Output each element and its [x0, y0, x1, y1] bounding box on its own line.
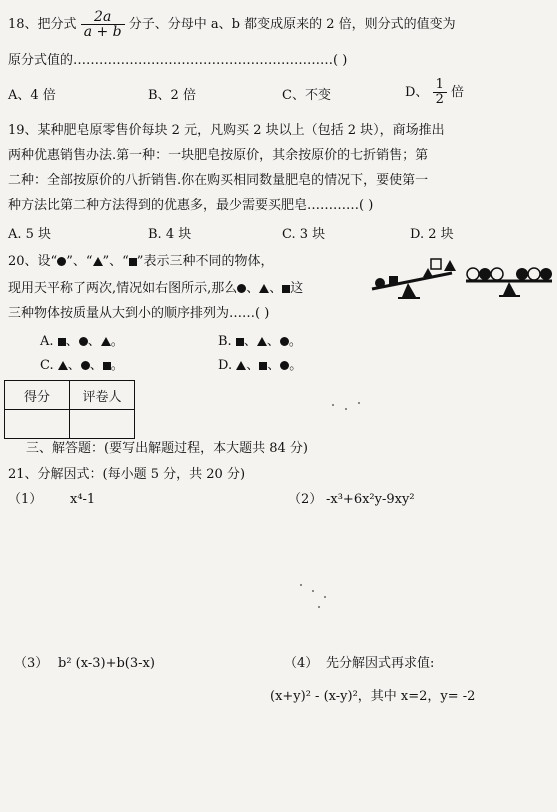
triangle-icon	[58, 361, 68, 370]
option-label: A.	[40, 334, 54, 349]
scan-speck	[318, 606, 320, 608]
period: 。	[288, 334, 302, 349]
q21-part2-label: （2）	[288, 492, 323, 507]
circle-icon	[516, 268, 528, 280]
triangle-icon	[236, 361, 246, 370]
q20-line1	[8, 253, 273, 271]
q18-fraction-denominator: a + b	[83, 24, 122, 40]
q20-line1-part: 20、设“	[8, 254, 58, 269]
square-icon	[129, 258, 137, 266]
square-icon	[389, 276, 398, 285]
q18-option-d-numerator: 1	[433, 78, 447, 93]
circle-icon	[280, 361, 289, 370]
section3-heading: 三、解答题：(要写出解题过程，本大题共 84 分)	[26, 441, 308, 456]
q20-option-b	[218, 333, 302, 351]
q18-option-d-tail: 倍	[451, 85, 465, 100]
circle-icon	[467, 268, 479, 280]
q20-line1-part: ”、“	[66, 254, 93, 269]
square-icon	[431, 259, 441, 269]
circle-icon	[528, 268, 540, 280]
separator: 、	[243, 334, 257, 349]
q19-line1: 19、某种肥皂原零售价每块 2 元，凡购买 2 块以上（包括 2 块），商场推出	[8, 123, 445, 138]
scan-speck	[324, 596, 326, 598]
q20-option-c	[40, 357, 124, 375]
q21-part2-expression: -x³+6x²y-9xy²	[326, 492, 415, 507]
q19-option-a: A. 5 块	[8, 227, 52, 242]
q19-option-b: B. 4 块	[148, 227, 192, 242]
q18-option-d-denominator: 2	[435, 92, 444, 107]
q18-line2: 原分式值的……………………………………………………( )	[8, 53, 348, 68]
q18-option-d-label: D、	[405, 85, 429, 100]
q19-line4: 种方法比第二种方法得到的优惠多，最少需要买肥皂…………( )	[8, 198, 374, 213]
scan-speck	[345, 408, 347, 410]
separator: 、	[246, 281, 260, 296]
q19-line2: 两种优惠销售办法.第一种：一块肥皂按原价，其余按原价的七折销售；第	[8, 148, 429, 163]
q19-line3: 二种：全部按原价的八折销售.你在购买相同数量肥皂的情况下，要使第一	[8, 173, 429, 188]
period: 。	[110, 358, 124, 373]
q19-option-c: C. 3 块	[282, 227, 326, 242]
separator: 、	[87, 334, 101, 349]
balance-figure	[368, 255, 554, 305]
score-cell[interactable]	[5, 410, 70, 439]
q20-line3: 三种物体按质量从大到小的顺序排列为……( )	[8, 306, 270, 321]
triangle-icon	[444, 260, 456, 271]
score-label: 得分	[5, 381, 70, 410]
q21-part3-label: （3）	[14, 656, 49, 671]
q20-line2-text: 现用天平称了两次,情况如右图所示,那么	[8, 281, 238, 296]
triangle-icon	[257, 337, 267, 346]
circle-icon	[280, 337, 289, 346]
option-label: B.	[218, 334, 232, 349]
separator: 、	[65, 334, 79, 349]
q18-fraction-numerator: 2a	[81, 10, 125, 25]
square-icon	[58, 338, 66, 346]
triangle-icon	[259, 284, 269, 293]
q18-line1	[8, 10, 456, 39]
period: 。	[110, 334, 124, 349]
period: 。	[289, 358, 303, 373]
grader-label: 评卷人	[70, 381, 135, 410]
q21-part4-label: （4）	[284, 656, 319, 671]
q20-line2-end: 这	[290, 281, 304, 296]
q18-option-d-fraction	[433, 78, 447, 107]
q19-option-d: D. 2 块	[410, 227, 454, 242]
separator: 、	[89, 358, 103, 373]
circle-icon	[491, 268, 503, 280]
circle-icon	[479, 268, 491, 280]
option-label: C.	[40, 358, 54, 373]
separator: 、	[269, 281, 283, 296]
q21-part3-expression: b² (x-3)+b(3-x)	[58, 656, 155, 671]
scan-speck	[358, 402, 360, 404]
triangle-icon	[101, 337, 111, 346]
separator: 、	[267, 358, 281, 373]
triangle-icon	[93, 257, 103, 266]
square-icon	[236, 338, 244, 346]
score-table	[4, 380, 135, 439]
scan-speck	[300, 584, 302, 586]
circle-icon	[375, 278, 385, 288]
q21-part4-expression: (x+y)² - (x-y)²，其中 x=2，y= -2	[270, 689, 476, 704]
balance-1	[372, 259, 456, 298]
square-icon	[103, 362, 111, 370]
scan-speck	[332, 404, 334, 406]
circle-icon	[79, 337, 88, 346]
option-label: D.	[218, 358, 233, 373]
q21-title: 21、分解因式：(每小题 5 分，共 20 分)	[8, 467, 246, 482]
circle-icon	[57, 257, 66, 266]
q21-part4-text: 先分解因式再求值:	[326, 656, 435, 671]
q18-fraction	[81, 10, 125, 39]
q20-line1-part: ”、“	[102, 254, 129, 269]
q20-line2	[8, 280, 303, 298]
grader-cell[interactable]	[70, 410, 135, 439]
q18-prefix: 18、把分式	[8, 17, 77, 32]
scan-speck	[312, 590, 314, 592]
q21-part1-expression: x⁴-1	[70, 492, 96, 507]
circle-icon	[237, 284, 246, 293]
separator: 、	[246, 358, 260, 373]
separator: 、	[266, 334, 280, 349]
q18-option-b: B、2 倍	[148, 88, 196, 103]
q20-option-a	[40, 333, 124, 351]
q18-rest: 分子、分母中 a、b 都变成原来的 2 倍，则分式的值变为	[128, 17, 456, 32]
q21-part1-label: （1）	[8, 492, 43, 507]
q20-line1-part: ”表示三种不同的物体，	[136, 254, 274, 269]
balance-2	[466, 268, 552, 296]
separator: 、	[67, 358, 81, 373]
circle-icon	[540, 268, 552, 280]
q18-option-d	[405, 78, 464, 107]
circle-icon	[81, 361, 90, 370]
q18-option-c: C、不变	[282, 88, 331, 103]
q18-option-a: A、4 倍	[8, 88, 56, 103]
q20-option-d	[218, 357, 302, 375]
